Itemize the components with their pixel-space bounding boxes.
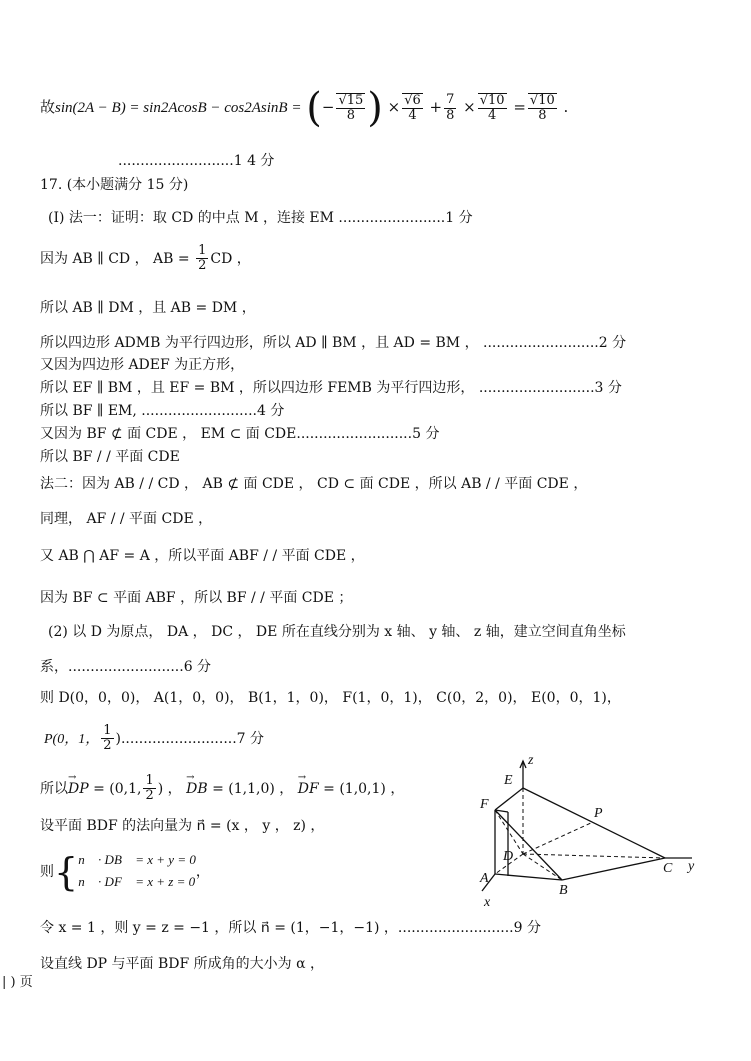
l5-text-d: = (1,1,0) ， [207, 780, 294, 797]
part1-line-9: 所以 BF / / 平面 CDE [40, 449, 180, 465]
label-y: y [688, 859, 695, 874]
part2-line-3: 则 D(0，0，0)， A(1，0，0)， B(1，1，0)， F(1，0，1)， C(0，2，0)， E(0，0，1)， [40, 690, 621, 706]
part2-line-7 [40, 850, 210, 894]
half-frac: $\frac{1}{2}$ [198, 243, 207, 274]
part2-line-9: 设直线 DP 与平面 BDF 所成角的大小为 α ， [40, 956, 325, 972]
geometry-figure [470, 748, 730, 918]
label-p: P [594, 806, 603, 821]
equation-system [78, 850, 196, 894]
edge-bc [562, 858, 665, 880]
l5-text-e: = (1,0,1) ， [318, 780, 405, 797]
method2-line-4: 因为 BF ⊂ 平面 ABF ，所以 BF / / 平面 CDE ； [40, 590, 353, 606]
part2-line-6: 设平面 BDF 的法向量为 n⃗ = (x ， y ， z) ， [40, 818, 325, 834]
l5-text-b: = (0,1, [88, 780, 142, 797]
left-brace: { [54, 849, 79, 894]
edge-fe [495, 788, 523, 810]
q17-heading: 17. (本小题满分 15 分) [40, 177, 189, 193]
half-frac-p: $\frac{1}{2}$ [103, 723, 112, 754]
edge-ec [523, 788, 665, 858]
method2-line-3: 又 AB ⋂ AF = A ，所以平面 ABF / / 平面 CDE ， [40, 548, 365, 564]
part1-line-4: 所以四边形 ADMB 为平行四边形，所以 AD ∥ BM ，且 AD = BM ， ..........................2 分 [40, 335, 627, 351]
sin-lhs: sin(2A − B) = sin2AcosB − cos2AsinB = [55, 100, 302, 116]
edge-fb [495, 810, 562, 880]
equation-1: n⃗ · DB⃗ = x + y = 0 [78, 852, 196, 867]
label-f: F [480, 797, 489, 812]
label-x: x [484, 895, 491, 910]
final-sin-line: 故sin(2A − B) = sin2AcosB − cos2AsinB = (− $\frac{√15}{8}$ ) × $\frac{√6}{4}$ + $\frac{7}{8}$ × $\frac{√10}{4}$ = $\frac{√10}{8}$ . [40, 85, 569, 131]
part1-line-2 [40, 244, 251, 274]
l5-text-a: 所以 [40, 780, 68, 797]
l2-text-b: CD ， [210, 250, 251, 267]
close-paren: ) [367, 85, 383, 131]
part1-line-6: 所以 EF ∥ BM ，且 EF = BM ，所以四边形 FEMB 为平行四边形， ..........................3 分 [40, 380, 622, 396]
page-footer: | ) 页 [2, 975, 33, 990]
equation-2: n⃗ · DF⃗ = x + z = 0 [78, 873, 196, 889]
method2-line-1: 法二：因为 AB / / CD ， AB ⊄ 面 CDE ， CD ⊂ 面 CDE ，所以 AB / / 平面 CDE ， [40, 476, 588, 492]
edge-db-hidden [523, 854, 562, 880]
label-b: B [559, 883, 568, 898]
l4-text-b: )..........................7 分 [115, 730, 265, 747]
part2-line-2: 系，..........................6 分 [40, 659, 212, 675]
l4-text-a: P(0，1， [44, 731, 100, 747]
l5-text-c: ) ， [157, 780, 182, 797]
label-e: E [504, 773, 513, 788]
part1-line-1: (I) 法一：证明：取 CD 的中点 M ，连接 EM ........................1 分 [48, 210, 473, 226]
frac-2: $\frac{√6}{4}$ [404, 92, 421, 123]
l7-prefix: 则 [40, 863, 54, 880]
half-frac-dp: $\frac{1}{2}$ [145, 773, 154, 804]
frac-4: $\frac{√10}{4}$ [479, 92, 505, 123]
l7-suffix: ， [195, 863, 210, 880]
label-a: A [480, 871, 489, 886]
part1-line-5: 又因为四边形 ADEF 为正方形， [40, 357, 245, 373]
vector-dp: → DP [68, 781, 89, 797]
part2-line-8: 令 x = 1 ，则 y = z = −1 ，所以 n⃗ = (1，−1，−1) ，..........................9 分 [40, 920, 541, 936]
part2-line-4 [44, 724, 264, 754]
vector-df: → DF [298, 781, 319, 797]
label-z: z [528, 753, 534, 768]
prefix-text: 故 [40, 98, 56, 116]
label-c: C [663, 861, 673, 876]
label-d: D [503, 849, 514, 864]
edge-fd-hidden [495, 810, 523, 854]
method2-line-2: 同理， AF / / 平面 CDE ， [40, 511, 213, 527]
frac-3: $\frac{7}{8}$ [446, 92, 455, 123]
part2-line-1: (2) 以 D 为原点， DA ， DC ， DE 所在直线分别为 x 轴、 y 轴、 z 轴，建立空间直角坐标 [48, 624, 626, 640]
open-paren: ( [306, 85, 322, 131]
part1-line-7: 所以 BF ∥ EM, ..........................4 分 [40, 403, 285, 419]
edge-dc-hidden [523, 854, 665, 858]
l2-text-a: 因为 AB ∥ CD ， AB = [40, 250, 195, 267]
part2-line-5 [40, 774, 404, 804]
edge-ab [495, 874, 562, 880]
score-14: ..........................1 4 分 [118, 153, 275, 169]
edge-dp-hidden [523, 822, 593, 854]
frac-1: $\frac{√15}{8}$ [338, 92, 364, 123]
part1-line-8: 又因为 BF ⊄ 面 CDE ， EM ⊂ 面 CDE..........................5 分 [40, 426, 440, 442]
part1-line-3: 所以 AB ∥ DM ，且 AB = DM ， [40, 300, 256, 316]
frac-5: $\frac{√10}{8}$ [529, 92, 555, 123]
vector-db: → DB [186, 781, 208, 797]
